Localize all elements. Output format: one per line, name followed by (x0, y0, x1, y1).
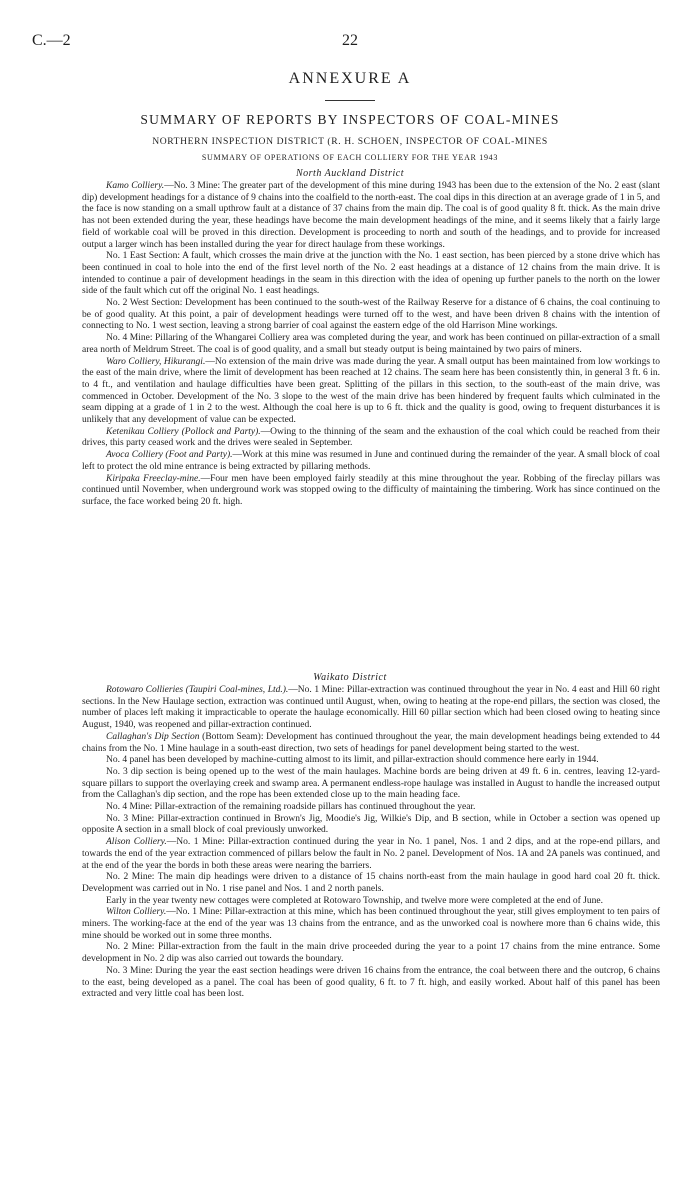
report-paragraph (82, 896, 660, 908)
north-auckland-section (82, 181, 660, 509)
paragraph-text: —Owing to the thinning of the seam and the exhaustion of the coal which could be reached from their drives, this party ceased work and the drives were sealed in September. (82, 426, 660, 449)
north-auckland-heading: North Auckland District (296, 168, 404, 179)
paragraph-text: No. 3 Mine: Pillar-extraction continued in Brown's Jig, Moodie's Jig, Wilkie's Dip, and B section, while in October a section was opened up opposite A section in a small block of coal previously unworked. (82, 813, 660, 836)
paragraph-text: —Four men have been employed fairly steadily at this mine throughout the year. Robbing of the fireclay pillars was continued until November, when underground work was stopped owing to the difficulty of maintaining the timbering. Work has since continued on the surface, the face worked being 20 ft. high. (82, 473, 660, 507)
colliery-name: Ketenikau Colliery (Pollock and Party). (106, 426, 261, 437)
paragraph-text: —No. 1 Mine: Pillar-extraction was continued throughout the year in No. 4 east and Hill 60 right sections. In the New Haulage section, extraction was continued until August, when, owing to heating at the rope-end pillars, the section was closed, the number of places left making it impracticable to operate the haulage economically. Hill 60 pillar section which had been closed owing to heating since August, 1940, was reopened and pillar-extraction continued. (82, 685, 660, 731)
colliery-name: Waro Colliery, Hikurangi. (106, 356, 206, 367)
report-paragraph (82, 814, 660, 837)
paragraph-text: No. 4 Mine: Pillar-extraction of the remaining roadside pillars has continued throughout the year. (106, 802, 476, 813)
report-paragraph (82, 685, 660, 732)
page-header (0, 32, 700, 52)
report-paragraph (82, 181, 660, 251)
waikato-section (82, 685, 660, 1001)
annexure-title: ANNEXURE A (288, 70, 412, 87)
paragraph-text: —No. 1 Mine: Pillar-extraction continued during the year in No. 1 panel, Nos. 1 and 2 dips, and at the rope-end pillars, and towards the end of the year extraction commenced of pillars below the fault in No. 2 panel. Development of Nos. 1A and 2A panels was continued, and at the end of the year the bords in both these areas were nearing the barriers. (82, 837, 660, 871)
colliery-name: Alison Colliery. (106, 837, 167, 848)
paragraph-text: —No. 1 Mine: Pillar-extraction at this mine, which has been continued throughout the year, still gives employment to ten pairs of miners. The working-face at the end of the year was 13 chains from the entrance, and as the unworked coal is nowhere more than 6 chains wide, this mine should be worked out in some three months. (82, 907, 660, 941)
paragraph-text: No. 2 Mine: The main dip headings were driven to a distance of 15 chains north-east from the main haulage in good hard coal 20 ft. thick. Development was carried out in No. 1 rise panel and Nos. 1 and 2 north panels. (82, 872, 660, 894)
colliery-name: Kamo Colliery. (106, 181, 165, 191)
paragraph-text: No. 1 East Section: A fault, which crosses the main drive at the junction with the No. 1 east section, has been pierced by a stone drive which has been continued in coal to hole into the end of the first level north of the No. 2 east headings at a distance of 12 chains from the main drive. It is intended to continue a pair of development headings in the seam in this direction with the idea of opening up further panels to the north on the lower side of the fault which cut off the original No. 1 east headings. (82, 251, 660, 297)
district-title: NORTHERN INSPECTION DISTRICT (R. H. SCHOEN, INSPECTOR OF COAL-MINES (152, 136, 548, 147)
report-paragraph (82, 907, 660, 942)
report-paragraph (82, 298, 660, 333)
paragraph-text: No. 2 Mine: Pillar-extraction from the fault in the main drive proceeded during the year to a point 17 chains from the mine entrance. Some development in No. 2 dip was also carried out towards the boundary. (82, 942, 660, 965)
paragraph-text: No. 2 West Section: Development has been continued to the south-west of the Railway Reserve for a distance of 6 chains, the coal continuing to be of good quality. At this point, a pair of development headings were turned off to the west, and have been driven 8 chains with the intention of connecting to No. 1 west section, leaving a strong barrier of coal against the eastern edge of the old Harrison Mine workings. (82, 298, 660, 332)
paragraph-text: —No extension of the main drive was made during the year. A small output has been maintained from low workings to the east of the main drive, where the limit of development has been reached at 12 chains. The seam here has been consistently thin, in general 3 ft. 6 in. to 4 ft., and ventilation and haulage difficulties have been great. Splitting of the pillars in this section, to the south-east of the main drive, was commenced in October. Development of the No. 3 slope to the west of the main drive has been hindered by frequent faults which culminated in the seam dipping at a grade of 1 in 2 to the west. Although the coal here is up to 6 ft. thick and the quality is good, owing to frequent disturbances it is unlikely that any development of value can be expected. (82, 356, 660, 426)
report-paragraph (82, 942, 660, 965)
report-paragraph (82, 966, 660, 1001)
report-paragraph (82, 474, 660, 509)
paragraph-text: —No. 3 Mine: The greater part of the development of this mine during 1943 has been due to the extension of the No. 2 east (slant dip) development headings for a distance of 9 chains into the coalfield to the north-east. The coal dips in this direction at an average grade of 1 in 5, and the face is now standing on a small upthrow fault at a distance of 37 chains from the main dip. The coal is of good quality 8 ft. thick. As the main drive has not been extended during the year, these headings have become the main development headings of the mine, and it seems likely that a fairly large field of workable coal will be proved in this direction. Development is proceeding to north and south of the headings, and to provide for increased output a larger winch has been installed during the year for direct haulage from these workings. (82, 181, 660, 250)
colliery-name: Callaghan's Dip Section (106, 731, 200, 742)
page-number: 22 (342, 32, 358, 49)
report-paragraph (82, 450, 660, 473)
document-code: C.—2 (32, 32, 71, 49)
report-paragraph (82, 251, 660, 298)
report-paragraph (82, 802, 660, 814)
report-paragraph (82, 427, 660, 450)
report-paragraph (82, 872, 660, 895)
paragraph-text: No. 3 Mine: During the year the east section headings were driven 16 chains from the entrance, the coal between there and the outcrop, 6 chains to the east, being developed as a panel. The coal has been of good quality, 6 ft. to 7 ft. high, and easily worked. About half of this panel has been extracted and very little coal has been lost. (82, 965, 660, 1000)
waikato-heading: Waikato District (313, 672, 387, 683)
title-divider (325, 100, 375, 101)
paragraph-text: No. 3 dip section is being opened up to the west of the main haulages. Machine bords are being driven at 49 ft. 6 in. centres, leaving 12-yard-square pillars to support the overlaying creek and swamp area. A permanent endless-rope haulage was installed in August to handle the increased output from the Callaghan's dip section, and the rope has been extended close up to the main heading face. (82, 766, 660, 801)
report-paragraph (82, 333, 660, 356)
colliery-name: Wilton Colliery. (106, 907, 167, 918)
colliery-name: Avoca Colliery (Foot and Party). (106, 450, 233, 461)
report-paragraph (82, 357, 660, 427)
colliery-name: Kiripaka Freeclay-mine. (106, 473, 201, 484)
report-subtitle: SUMMARY OF OPERATIONS OF EACH COLLIERY FOR THE YEAR 1943 (201, 153, 499, 162)
report-paragraph (82, 837, 660, 872)
report-paragraph (82, 755, 660, 767)
paragraph-text: Early in the year twenty new cottages were completed at Rotowaro Township, and twelve more were completed at the end of June. (106, 895, 603, 906)
paragraph-text: No. 4 panel has been developed by machine-cutting almost to its limit, and pillar-extraction should commence here early in 1944. (106, 755, 599, 766)
paragraph-text: No. 4 Mine: Pillaring of the Whangarei Colliery area was completed during the year, and work has been continued on pillar-extraction of a small area north of Meldrum Street. The coal is of good quality, and a small but steady output is being maintained by two pairs of miners. (82, 333, 660, 355)
summary-title: SUMMARY OF REPORTS BY INSPECTORS OF COAL-MINES (140, 112, 560, 127)
report-paragraph (82, 732, 660, 755)
report-paragraph (82, 767, 660, 802)
paragraph-text: —Work at this mine was resumed in June and continued during the remainder of the year. A small block of coal left to protect the old mine entrance is being extracted by pillaring methods. (82, 450, 660, 472)
paragraph-text: (Bottom Seam): Development has continued throughout the year, the main development headings being extended to 44 chains from the No. 1 Mine haulage in a south-east direction, two sets of headings for panel development being started to the west. (82, 731, 660, 754)
colliery-name: Rotowaro Collieries (Taupiri Coal-mines, Ltd.). (106, 685, 289, 695)
